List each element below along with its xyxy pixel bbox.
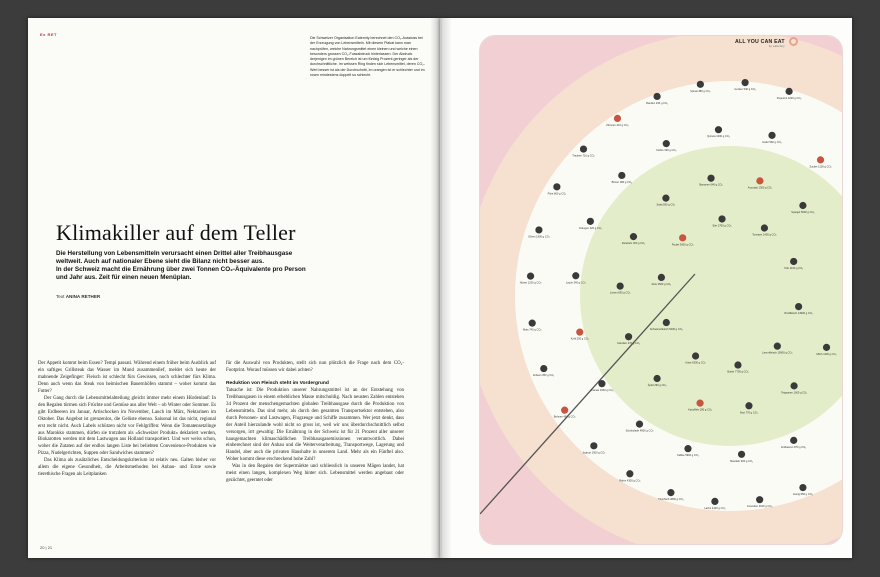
food-label: Quinoa 1300 g CO₂	[707, 135, 730, 139]
poster-logo	[735, 39, 785, 48]
food-icon	[529, 320, 536, 327]
food-label: Schokolade 4800 g CO₂	[625, 429, 654, 433]
body-paragraph: Tatsache ist: Die Produktion unserer Nahrungsmittel ist an der Entstehung von Treibhausgasen in einem erheblichen Masse mitschuldig. Nach neusten Zahlen entstehen 34 Prozent der menschengemachten globalen Treibhausgase durch die Produktion von Lebensmitteln. Das sind mehr, als durch den gesamten Transportsektor entstehen, also durch Personen- und Lastwagen, Flugzeuge und Schiffe zusammen. Wer jetzt denkt, dass der Anteil hierzulande wohl nicht so gross ist, weil wir uns überdurchschnittlich selbst versorgen, irrt gewaltig: Die Ernährung in der Schweiz ist für 21 Prozent aller unserer hausgemachten klimaschädlichen Treibhausgasemissionen verantwortlich. Dabei einberechnet sind der Anbau und die Weiterverarbeitung, Transportwege, Lagerung und Handel, aber auch die privaten Haushalte in unserem Land. Mehr als ein Fünftel also. Woher kommt diese erschreckend hohe Zahl?	[226, 387, 404, 463]
page-folio: 20 | 21	[40, 545, 53, 550]
food-icon	[774, 343, 781, 350]
food-label: Hafer 560 g CO₂	[762, 140, 782, 144]
food-label: Salat 590 g CO₂	[656, 203, 676, 207]
food-label: Zwiebeln 300 g CO₂	[621, 242, 646, 246]
logo-ring-icon	[789, 37, 798, 46]
body-paragraph: für die Auswahl von Produkten, stellt sich nun plötzlich die Frage nach dem CO₂-Footprint. Worauf müssen wir dabei achten?	[226, 361, 404, 373]
food-label: Brot 770 g CO₂	[740, 411, 758, 415]
food-label: Milch 1100 g CO₂	[816, 352, 837, 356]
co2-poster	[479, 35, 843, 545]
food-icon	[598, 380, 605, 387]
food-icon	[756, 496, 763, 503]
food-icon	[663, 140, 670, 147]
food-label: Thunfisch 2800 g CO₂	[658, 498, 684, 502]
food-label: Zucker 1100 g CO₂	[809, 165, 832, 169]
food-label: Honig 650 g CO₂	[793, 493, 813, 497]
food-label: Kohl 200 g CO₂	[570, 337, 589, 341]
food-icon	[679, 234, 686, 241]
food-label: Pilze 660 g CO₂	[547, 192, 567, 196]
food-label: Lammfleisch 10900 g CO₂	[762, 351, 793, 355]
food-label: Randen 230 g CO₂	[646, 101, 669, 105]
food-label: Schweinefleisch 5200 g CO₂	[649, 328, 683, 332]
food-icon	[799, 202, 806, 209]
food-label: Tofu 1100 g CO₂	[784, 266, 804, 270]
food-icon	[817, 156, 824, 163]
food-label: Joghurt 1500 g CO₂	[582, 451, 606, 455]
food-label: Birnen 380 g CO₂	[611, 180, 632, 184]
lead-line: In der Schweiz macht die Ernährung über zwei Tonnen CO₂-Äquivalente pro Person	[56, 266, 306, 274]
byline	[56, 294, 100, 299]
food-icon	[823, 344, 830, 351]
food-label: Äpfel 290 g CO₂	[647, 383, 667, 387]
body-column-2	[226, 361, 404, 485]
body-column-1	[38, 361, 216, 479]
food-label: Ananas 1000 g CO₂	[590, 389, 614, 393]
food-label: Käse 6300 g CO₂	[685, 361, 706, 365]
logo-text: ALL YOU CAN EAT	[735, 39, 785, 45]
food-icon	[711, 498, 718, 505]
article-lead	[56, 250, 376, 282]
food-icon	[684, 445, 691, 452]
food-icon	[790, 437, 797, 444]
right-page	[440, 18, 852, 558]
food-icon	[715, 126, 722, 133]
article-title: Klimakiller auf dem Teller	[56, 220, 296, 245]
food-icon	[756, 177, 763, 184]
food-icon	[576, 329, 583, 336]
body-paragraph: Der Appetit kommt beim Essen? Tempi passati. Während einem früher beim Ausblick auf ein saftiges Grillsteak das Wasser im Mund zusammenlief, meldet sich heute der mahnende Zeigefinger: Fleisch ist schlecht fürs Gewissen, noch schlechter fürs Klima. Denn auch wenn das Steak von heimischen Bauernhöfen stammt – woher kommt das Futter?	[38, 361, 216, 394]
food-label: Mandeln 900 g CO₂	[730, 459, 753, 463]
food-label: Trauben 710 g CO₂	[572, 154, 595, 158]
left-page	[28, 18, 440, 558]
food-icon	[692, 352, 699, 359]
food-icon	[617, 282, 624, 289]
co2-rings-graphic	[480, 36, 842, 544]
food-icon	[527, 273, 534, 280]
food-label: Spargel 5600 g CO₂	[791, 211, 815, 215]
food-label: Lachs 4100 g CO₂	[704, 506, 726, 510]
food-label: Mais 740 g CO₂	[523, 328, 542, 332]
food-icon	[590, 442, 597, 449]
food-label: Teigwaren 1000 g CO₂	[781, 391, 808, 395]
food-icon	[625, 333, 632, 340]
food-label: Kartoffeln 280 g CO₂	[688, 408, 713, 412]
food-icon	[572, 272, 579, 279]
food-icon	[734, 361, 741, 368]
food-icon	[553, 183, 560, 190]
food-icon	[738, 451, 745, 458]
food-icon	[630, 233, 637, 240]
food-label: Linsen 830 g CO₂	[609, 291, 631, 295]
food-label: Karotten 270 g CO₂	[617, 342, 640, 346]
food-label: Gurken 540 g CO₂	[734, 88, 756, 92]
lead-line: Die Herstellung von Lebensmitteln verursacht einen Drittel aller Treibhausgase	[56, 250, 293, 257]
body-paragraph: Der Gang durch die Lebensmittelabteilung gleicht immer mehr einem Hürdenlauf: In den Regalen türmen sich Früchte und Gemüse aus aller Welt – ob Winter oder Sommer. Es gibt Erdbeeren im Januar, Artischocken im November, Lauch im März, Nektarinen im Oktober. Das Angebot ist grenzenlos, die Gelüste ebenso. Saisonal ist das nicht, regional erst recht nicht. Auch Labels schützen nicht vor Fehlgriffen: Wenn die Tomatensetzlinge aus Marokko stammen, dürfen sie trotzdem als «Schweizer Produkt» deklariert werden, Biokarotten werden mit dem Lastwagen aus Holland transportiert. Und wer weiss schon, woher die Zutaten auf der endlos langen Liste bei beliebten Convenience-Produkten wie Pizza, Nudelgerichten, Suppen oder Sandwiches stammen?	[38, 395, 216, 457]
food-label: Rindfleisch 14900 g CO₂	[784, 312, 813, 316]
byline-author: ANINA RETHER	[65, 294, 101, 299]
food-label: Butter 7700 g CO₂	[727, 370, 749, 374]
food-label: Reis 2500 g CO₂	[651, 282, 672, 286]
food-icon	[540, 365, 547, 372]
food-icon	[561, 407, 568, 414]
running-head: Ex RET	[40, 32, 58, 37]
food-icon	[745, 402, 752, 409]
lead-line: und Jahr aus. Zeit für einen neuen Menüplan.	[56, 274, 192, 282]
food-label: Orangen 420 g CO₂	[578, 226, 602, 230]
food-icon	[795, 303, 802, 310]
food-icon	[799, 484, 806, 491]
food-icon	[761, 224, 768, 231]
food-icon	[786, 88, 793, 95]
food-label: Eier 2700 g CO₂	[712, 224, 732, 228]
body-paragraph: Das Klima als zusätzliches Entscheidungskriterium ist relativ neu. Galten bisher vor allem die eigene Gesundheit, die Arbeitsmethoden bei Anbau- und Ernte sowie tierethische Fragen als Leitplanken	[38, 458, 216, 478]
food-icon	[696, 400, 703, 407]
food-label: Spinat 480 g CO₂	[690, 89, 711, 93]
food-icon	[663, 319, 670, 326]
logo-subtitle: by eaternity	[768, 45, 785, 48]
food-icon	[718, 215, 725, 222]
food-icon	[658, 274, 665, 281]
food-label: Avocado 1300 g CO₂	[747, 186, 773, 190]
food-icon	[580, 145, 587, 152]
food-icon	[626, 470, 633, 477]
food-icon	[618, 172, 625, 179]
food-icon	[697, 81, 704, 88]
food-icon	[707, 175, 714, 182]
food-label: Kaffee 5900 g CO₂	[677, 454, 699, 458]
body-paragraph: Was in den Regalen der Supermärkte und schliesslich in unseren Mägen landet, hat meist einen langen, komplexen Weg hinter sich. Lebensmittel werden angebaut oder gezüchtet, geerntet oder	[226, 464, 404, 484]
food-label: Bananen 640 g CO₂	[699, 183, 723, 187]
food-label: Zitronen 410 g CO₂	[606, 123, 629, 127]
food-icon	[742, 79, 749, 86]
food-label: Erbsen 350 g CO₂	[533, 374, 555, 378]
food-label: Tomaten 1400 g CO₂	[752, 233, 777, 237]
food-icon	[790, 258, 797, 265]
food-icon	[587, 218, 594, 225]
food-label: Oliven 1900 g CO₂	[528, 235, 550, 239]
byline-prefix: Text	[56, 294, 66, 299]
food-icon	[654, 375, 661, 382]
food-label: Crevetten 9100 g CO₂	[746, 505, 773, 509]
sidenote: Die Schweizer Organisation Eaternity berechnet den CO₂-Ausstoss bei der Erzeugung von Lebensmitteln. Mit diesem Plakat kann man nachprüfen, welche Nahrungsmittel einen kleinen und welche einen besonders grossen CO₂-Fussabdruck hinterlassen. Der Abdruck derjenigen im grünen Bereich ist um fünfzig Prozent geringer als der durchschnittliche. Im weissen Ring finden sich Lebensmittel, deren CO₂-Wert besser ist als der Durchschnitt, im orangen ist er schlechter und im rosen mindestens doppelt so schlecht.	[310, 36, 425, 78]
food-icon	[653, 93, 660, 100]
food-label: Peperoni 1200 g CO₂	[776, 96, 802, 100]
food-label: Poulet 3600 g CO₂	[671, 243, 694, 247]
food-label: Bohnen 460 g CO₂	[553, 415, 576, 419]
food-icon	[768, 132, 775, 139]
food-icon	[790, 382, 797, 389]
food-icon	[614, 115, 621, 122]
food-label: Kürbis 330 g CO₂	[656, 149, 677, 153]
food-icon	[636, 421, 643, 428]
food-icon	[535, 226, 542, 233]
food-label: Lauch 340 g CO₂	[565, 281, 586, 285]
food-label: Rahm 4300 g CO₂	[619, 479, 641, 483]
food-icon	[667, 489, 674, 496]
food-label: Erdbeeren 870 g CO₂	[781, 445, 807, 449]
food-label: Nüsse 1200 g CO₂	[519, 281, 542, 285]
food-icon	[662, 195, 669, 202]
lead-line: weltweit. Auch auf nationaler Ebene sieht die Bilanz nicht besser aus.	[56, 258, 264, 266]
section-heading: Reduktion von Fleisch steht im Vordergrund	[226, 380, 329, 386]
